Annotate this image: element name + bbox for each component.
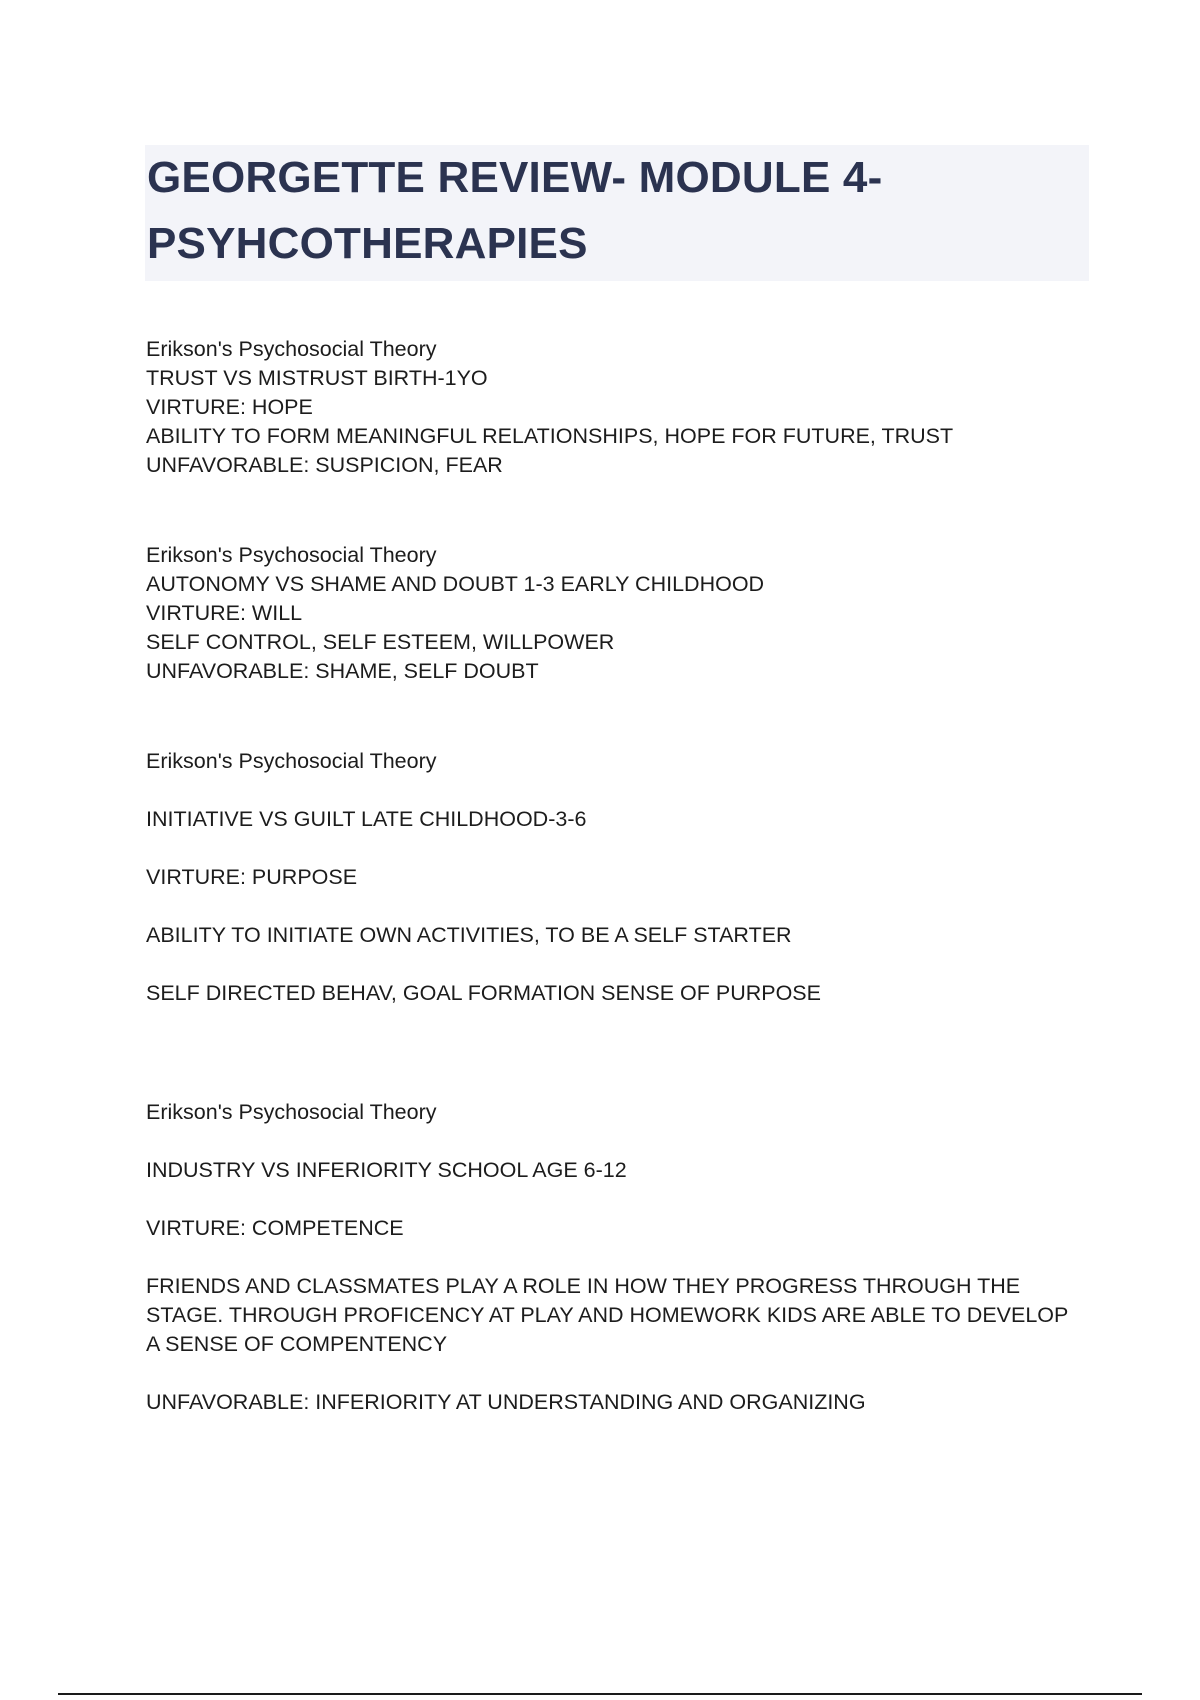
stage-name: INDUSTRY VS INFERIORITY SCHOOL AGE 6-12 [146, 1158, 627, 1182]
unfavorable: UNFAVORABLE: INFERIORITY AT UNDERSTANDING AND ORGANIZING [146, 1390, 866, 1414]
section-industry-vs-inferiority [146, 1098, 1068, 1417]
page-bottom-divider [58, 1693, 1142, 1695]
description: SELF CONTROL, SELF ESTEEM, WILLPOWER [146, 630, 615, 654]
description: ABILITY TO INITIATE OWN ACTIVITIES, TO BE A SELF STARTER [146, 923, 792, 947]
section-heading: Erikson's Psychosocial Theory [146, 543, 437, 567]
section-trust-vs-mistrust [146, 335, 953, 480]
document-title [145, 145, 1089, 281]
unfavorable: UNFAVORABLE: SHAME, SELF DOUBT [146, 659, 539, 683]
description-line-1: FRIENDS AND CLASSMATES PLAY A ROLE IN HOW THEY PROGRESS THROUGH THE [146, 1274, 1021, 1298]
description: ABILITY TO FORM MEANINGFUL RELATIONSHIPS, HOPE FOR FUTURE, TRUST [146, 424, 954, 448]
section-heading: Erikson's Psychosocial Theory [146, 337, 437, 361]
title-line-1: GEORGETTE REVIEW- MODULE 4- [147, 153, 883, 202]
title-line-2: PSYHCOTHERAPIES [147, 219, 588, 268]
stage-name: INITIATIVE VS GUILT LATE CHILDHOOD-3-6 [146, 807, 587, 831]
section-heading: Erikson's Psychosocial Theory [146, 1100, 437, 1124]
unfavorable: UNFAVORABLE: SUSPICION, FEAR [146, 453, 503, 477]
description-line-2: STAGE. THROUGH PROFICENCY AT PLAY AND HOMEWORK KIDS ARE ABLE TO DEVELOP [146, 1303, 1069, 1327]
virtue: VIRTURE: COMPETENCE [146, 1216, 404, 1240]
section-autonomy-vs-shame [146, 541, 764, 686]
description-2: SELF DIRECTED BEHAV, GOAL FORMATION SENSE OF PURPOSE [146, 981, 821, 1005]
stage-name: AUTONOMY VS SHAME AND DOUBT 1-3 EARLY CHILDHOOD [146, 572, 765, 596]
stage-name: TRUST VS MISTRUST BIRTH-1YO [146, 366, 488, 390]
virtue: VIRTURE: WILL [146, 601, 303, 625]
section-heading: Erikson's Psychosocial Theory [146, 749, 437, 773]
description-line-3: A SENSE OF COMPENTENCY [146, 1332, 448, 1356]
section-initiative-vs-guilt [146, 747, 821, 1008]
virtue: VIRTURE: PURPOSE [146, 865, 358, 889]
virtue: VIRTURE: HOPE [146, 395, 313, 419]
